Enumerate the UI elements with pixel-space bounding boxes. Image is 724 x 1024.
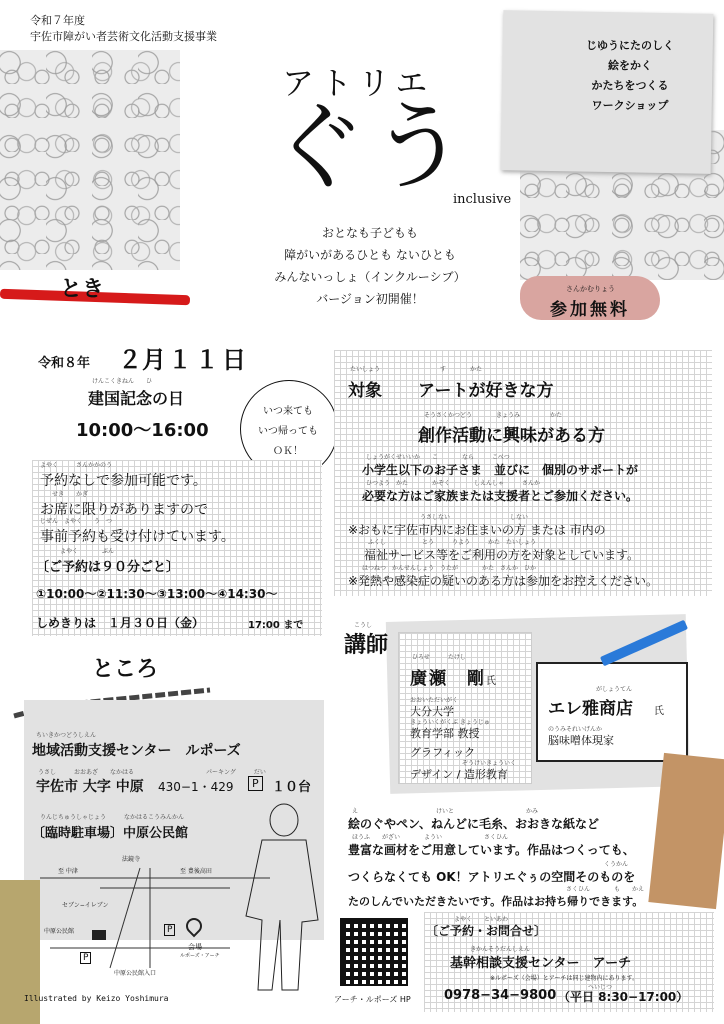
intro-line-3: みんないっしょ（インクルーシブ） (274, 270, 466, 284)
holiday-ruby: けんこくきねん ひ (92, 378, 153, 385)
target-ruby-line-2: そうさくかつどう きょうみ かた (424, 412, 563, 419)
when-time: 10:00〜16:00 (76, 420, 209, 441)
map-label-community-hall: 中原公民館 (44, 928, 75, 935)
when-era: 令和８年 (38, 356, 91, 371)
contact-hours-ruby: へいじつ (588, 984, 613, 991)
when-month: ２月 (118, 346, 166, 374)
contact-heading: 〔ご予約・お問合せ〕 (426, 924, 547, 938)
target-line-2: 創作活動に興味がある方 (418, 426, 605, 446)
map-label-hokyoji: 法鏡寺 (122, 856, 141, 863)
p1-field-1: グラフィック (410, 746, 476, 759)
tagline-line-3: かたちをつくる (591, 79, 669, 92)
tagline-line-2: 絵をかく (608, 59, 652, 72)
map-label-venue-name: ルポーズ・アーチ (180, 953, 220, 959)
map-label-seven-eleven: セブン−イレブン (62, 902, 109, 909)
contact-ruby-center: きかんそうだんしえん (470, 946, 531, 953)
target-note-2: 福祉サービス等をご利用の方を対象としています。 (364, 548, 640, 562)
contact-note: ※ルポーズ（会場）とアーチは同じ建物内にあります。 (490, 975, 639, 982)
res-deadline: しめきりは １月３０日（金） (36, 616, 205, 630)
address-num: 430−1・429 (158, 780, 234, 794)
when-heading: とき (60, 277, 105, 302)
target-line-3: 小学生以下のお子さま 並びに 個別のサポートが (362, 463, 639, 477)
target-ruby-line-3: しょうがくせいいか こ なら こべつ (366, 454, 510, 461)
tagline-line-1: じゆうにたのしく (586, 39, 674, 52)
mat-line-4: たのしんでいただきたいです。作品はお持ち帰りできます。 (348, 895, 644, 908)
intro-line-1: おとなも子どもも (321, 226, 418, 240)
address-ruby: うさし おおあざ なかはる パーキング だい (38, 769, 266, 776)
illustration-figure (232, 800, 328, 996)
mat-ruby-1: え けいと かみ (352, 808, 539, 815)
intro (240, 222, 500, 310)
qr-caption: アーチ・ルポーズ HP (334, 995, 411, 1004)
map-label-venue: 会場 (188, 943, 202, 951)
temp-ruby: りんじちゅうしゃじょう なかはるこうみんかん (40, 814, 185, 821)
intro-line-2: 障がいがあるひとも ないひとも (284, 248, 456, 262)
venue-name: 地域活動支援センター ルポーズ (32, 743, 241, 759)
target-ruby-note-3: はつねつ かんせんしょう うたが かた さんか ひか (362, 565, 537, 572)
title-big: ぐう (270, 91, 470, 203)
address-city: 宇佐市 大字 中原 (36, 779, 144, 795)
p2-sub-ruby: のうみそれいげんか (548, 726, 603, 733)
p2-ruby: がしょうてん (596, 686, 633, 693)
target-ruby-head: たいしょう す かた (350, 366, 483, 373)
p2-sub: 脳味噌体現家 (548, 734, 614, 747)
year-line: 令和７年度 (30, 14, 85, 27)
target-label: 対象 (348, 381, 382, 401)
bubble-line-1: いつ来ても (263, 406, 313, 417)
instructors-ruby: こうし (354, 622, 373, 629)
res-ruby-3: じぜん よやく う つ (40, 518, 113, 525)
venue-ruby: ちいきかつどうしえん (36, 732, 97, 739)
title-small: アトリエ (282, 64, 434, 102)
mat-ruby-3: くうかん (604, 861, 629, 868)
p1-dept: 教育学部 教授 (410, 727, 480, 740)
parking-count: １０台 (272, 780, 312, 795)
tagline-line-4: ワークショップ (591, 99, 669, 112)
swirl-background-left (0, 50, 180, 270)
target-line-1: アートが好きな方 (418, 381, 554, 401)
map-parking-icon: P (80, 952, 91, 964)
figure-drawing (232, 800, 328, 996)
p2-suffix: 氏 (654, 706, 664, 717)
instructors-heading: 講師 (344, 633, 389, 658)
p1-field-2: デザイン / 造形教育 (410, 768, 508, 781)
program-line: 宇佐市障がい者芸術文化活動支援事業 (30, 30, 217, 43)
target-note-1: ※おもに宇佐市内にお住まいの方 または 市内の (348, 523, 606, 537)
p1-ruby: ひろせ たけし (412, 654, 466, 661)
map-label-bungotakada: 至 豊後高田 (180, 868, 212, 875)
target-note-3: ※発熱や感染症の疑いのある方は参加をお控えください。 (348, 574, 659, 588)
map-label-entrance: 中原公民館入口 (114, 970, 157, 977)
target-line-4: 必要な方はご家族または支援者とご参加ください。 (362, 489, 639, 503)
where-heading: ところ (92, 657, 159, 682)
holiday: 建国記念の日 (88, 389, 185, 408)
parking-icon: P (248, 776, 263, 791)
map-label-nakatsu: 至 中津 (58, 868, 78, 875)
res-line-1: 予約なしで参加可能です。 (40, 473, 207, 489)
mat-line-3: つくらなくても OK！アトリエぐぅの空間そのものを (348, 870, 636, 884)
fee-ruby: さんかむりょう (566, 285, 615, 293)
p1-field-2-ruby: ぞうけいきょういく (462, 760, 517, 767)
map-parking-icon-2: P (164, 924, 175, 936)
mat-ruby-4: さくひん も かえ (566, 886, 645, 893)
target-ruby-note-1: うさしない しない (420, 514, 529, 521)
contact-ruby-head: よやく といあわ (454, 916, 509, 923)
p2-name: エレ雅商店 (548, 699, 633, 719)
target-ruby-line-4: ひつよう かた かぞく しえんしゃ さんか (366, 480, 541, 487)
res-line-2: お席に限りがありますので (40, 502, 208, 518)
p1-name: 廣瀬 剛 (410, 669, 486, 689)
bubble-line-2: いつ帰っても (258, 426, 318, 437)
mat-ruby-2: ほうふ がざい ようい さくひん (352, 834, 509, 841)
mat-line-1: 絵のぐやペン、ねんどに毛糸、おおきな紙など (348, 817, 600, 831)
temp-parking: 〔臨時駐車場〕中原公民館 (32, 826, 189, 841)
contact-center: 基幹相談支援センター アーチ (450, 956, 632, 971)
fee-label: 参加無料 (550, 300, 630, 320)
res-line-3: 事前予約も受け付けています。 (40, 529, 235, 545)
p1-dept-ruby: きょういくがくぶ きょうじゅ (410, 719, 490, 726)
speech-bubble-text (240, 402, 336, 462)
res-deadline-time: 17:00 まで (248, 620, 304, 631)
target-ruby-note-2: ふくし とう りよう かた たいしょう (368, 539, 537, 546)
intro-line-4: バージョン初開催！ (316, 292, 424, 306)
p1-org: 大分大学 (410, 705, 454, 718)
bubble-line-3: ＯＫ！ (273, 446, 303, 457)
p1-suffix: 氏 (486, 676, 496, 687)
contact-hours: （平日 8:30−17:00） (558, 990, 689, 1004)
res-ruby-4: よやく ぶん (60, 548, 115, 555)
house-icon (92, 930, 106, 940)
illustration-credit: Illustrated by Keizo Yoshimura (24, 994, 169, 1003)
p1-org-ruby: おおいただいがく (410, 697, 459, 704)
res-ruby-2: せき かぎ (52, 491, 89, 498)
res-ruby-1: よやく さんかかのう (40, 462, 113, 469)
title-tag: inclusive (453, 192, 512, 207)
mat-line-2: 豊富な画材をご用意しています。作品はつくっても、 (348, 843, 635, 857)
res-slots: ①10:00〜②11:30〜③13:00〜④14:30〜 (36, 587, 278, 601)
tagline (560, 36, 700, 116)
res-line-4: 〔ご予約は９０分ごと〕 (36, 560, 180, 575)
qr-code[interactable] (340, 918, 408, 986)
contact-phone[interactable]: 0978−34−9800 (444, 988, 557, 1003)
when-day: １１日 (168, 346, 249, 374)
